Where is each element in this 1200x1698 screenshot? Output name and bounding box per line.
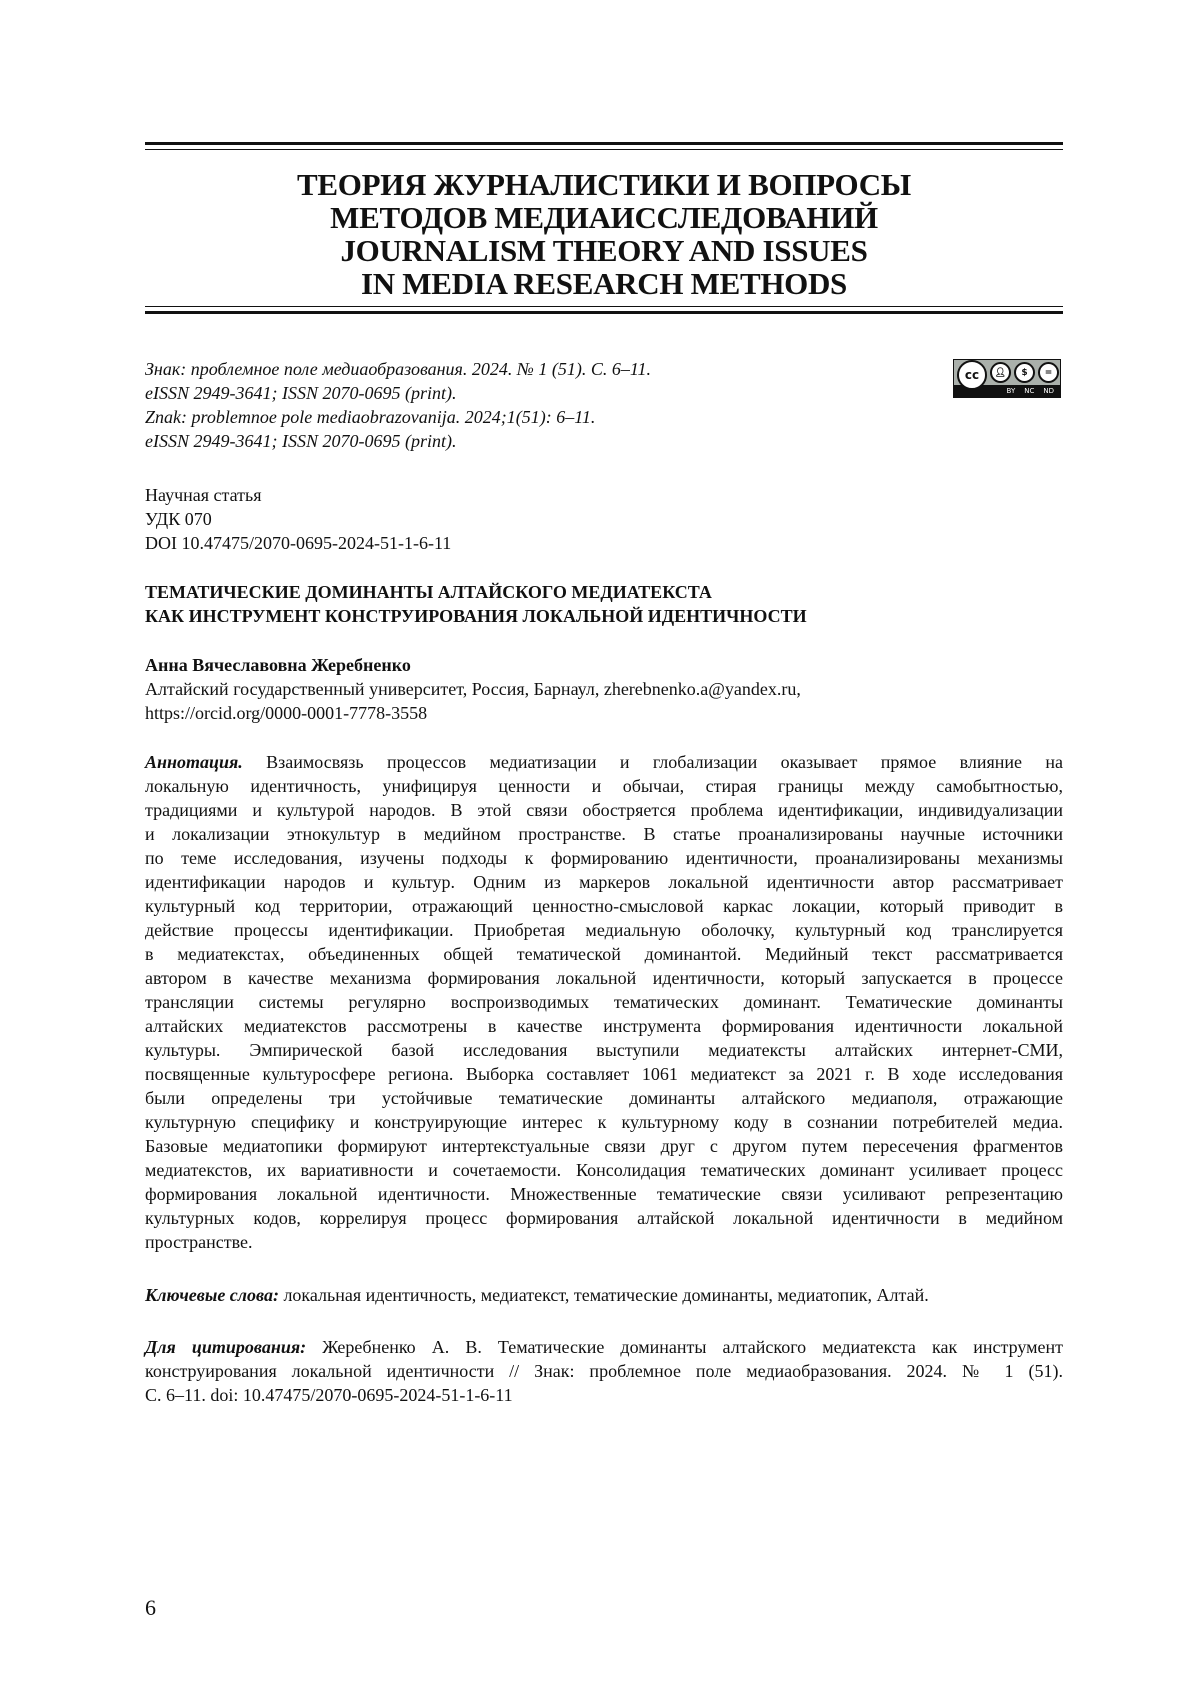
abstract-line: Базовые медиатопики формируют интертекстуальные связи друг с другом путем пересечения фрагментов: [145, 1136, 1063, 1156]
abstract-line: культуры. Эмпирической базой исследования выступили медиатексты алтайских интернет-СМИ,: [145, 1040, 1063, 1060]
journal-citation: [145, 357, 651, 453]
cc-by-nc-nd-icon[interactable]: [953, 359, 1061, 398]
author-orcid[interactable]: https://orcid.org/0000-0001-7778-3558: [145, 703, 428, 723]
cite-as-line: конструирования локальной идентичности // Знак: проблемное поле медиаобразования. 2024. № 1 (51).: [145, 1361, 1063, 1381]
author-affiliation: Алтайский государственный университет, Россия, Барнаул, zherebnenko.a@yandex.ru,: [145, 679, 801, 699]
citation-line: Знак: проблемное поле медиаобразования. 2024. № 1 (51). С. 6–11.: [145, 359, 652, 379]
author-name: Анна Вячеславовна Жеребненко: [145, 655, 411, 675]
abstract-line: действие процессы идентификации. Приобретая медиальную оболочку, культурный код транслируется: [145, 920, 1063, 940]
keywords-label: Ключевые слова:: [145, 1285, 279, 1305]
article-title-line: ТЕМАТИЧЕСКИЕ ДОМИНАНТЫ АЛТАЙСКОГО МЕДИАТЕКСТА: [145, 582, 712, 602]
section-title-line: IN MEDIA RESEARCH METHODS: [361, 266, 847, 301]
abstract-line: локальную идентичность, унифицируя ценности и обычаи, стирая границы между самобытностью,: [145, 776, 1063, 796]
abstract-line: в медиатекстах, объединенных общей тематической доминантой. Медийный текст рассматривается: [145, 944, 1063, 964]
abstract-line: традициями и культурой народов. В этой связи обостряется проблема идентификации, индивидуализации: [145, 800, 1063, 820]
keywords-line: [145, 1283, 1063, 1307]
article-title-line: КАК ИНСТРУМЕНТ КОНСТРУИРОВАНИЯ ЛОКАЛЬНОЙ ИДЕНТИЧНОСТИ: [145, 606, 807, 626]
abstract-line: пространстве.: [145, 1232, 253, 1252]
section-title-line: ТЕОРИЯ ЖУРНАЛИСТИКИ И ВОПРОСЫ: [297, 167, 911, 202]
header-rule-top: [145, 142, 1063, 150]
cite-as-line: Для цитирования: Жеребненко А. В. Тематические доминанты алтайского медиатекста как инструмент: [145, 1337, 1064, 1357]
section-title-line: JOURNALISM THEORY AND ISSUES: [340, 233, 868, 268]
citation-line: Znak: problemnoe pole mediaobrazovanija. 2024;1(51): 6–11.: [145, 407, 596, 427]
abstract-line: культурную специфику и конструирующие интерес к культурному коду в сознании потребителей медиа.: [145, 1112, 1063, 1132]
license-label-by: BY: [1006, 386, 1016, 395]
udc-code: УДК 070: [145, 509, 212, 529]
abstract-line: были определены три устойчивые тематические доминанты алтайского медиаполя, отражающие: [145, 1088, 1063, 1108]
abstract-line: алтайских медиатекстов рассмотрены в качестве инструмента формирования идентичности локальной: [145, 1016, 1063, 1036]
doi[interactable]: DOI 10.47475/2070-0695-2024-51-1-6-11: [145, 533, 452, 553]
license-label-nc: NC: [1024, 386, 1035, 395]
keywords-text: локальная идентичность, медиатекст, тематические доминанты, медиатопик, Алтай.: [283, 1285, 929, 1305]
cite-as-line: С. 6–11. doi: 10.47475/2070-0695-2024-51-1-6-11: [145, 1385, 513, 1405]
abstract-line: Аннотация. Взаимосвязь процессов медиатизации и глобализации оказывает прямое влияние на: [145, 752, 1063, 772]
section-title: [145, 168, 1063, 300]
page-number: 6: [145, 1595, 156, 1620]
abstract-label: Аннотация.: [145, 752, 243, 772]
abstract-line: посвященные культуросфере региона. Выборка составляет 1061 медиатекст за 2021 г. В ходе исследования: [145, 1064, 1063, 1084]
abstract-line: культурных кодов, коррелируя процесс формирования алтайской локальной идентичности в медийном: [145, 1208, 1063, 1228]
noncommercial-icon: $: [1014, 362, 1035, 383]
abstract-line: и локализации этнокультур в медийном пространстве. В статье проанализированы научные источники: [145, 824, 1063, 844]
abstract-line: медиатекстов, их вариативности и сочетаемости. Консолидация тематических доминант усиливает процесс: [145, 1160, 1063, 1180]
header-rule-bottom: [145, 306, 1063, 314]
author-block: [145, 653, 801, 725]
attribution-icon: 👤︎: [990, 362, 1011, 383]
abstract-line: идентификации народов и культур. Одним из маркеров локальной идентичности автор рассматривает: [145, 872, 1063, 892]
section-title-line: МЕТОДОВ МЕДИАИССЛЕДОВАНИЙ: [330, 200, 878, 235]
cite-as-label: Для цитирования:: [145, 1337, 307, 1357]
article-title: [145, 580, 807, 628]
abstract-line: формирования локальной идентичности. Множественные тематические связи усиливают репрезентацию: [145, 1184, 1063, 1204]
license-label-nd: ND: [1043, 386, 1054, 395]
abstract-line: трансляции системы регулярно воспроизводимых тематических доминант. Тематические доминанты: [145, 992, 1063, 1012]
abstract-line: по теме исследования, изучены подходы к формированию идентичности, проанализированы механизмы: [145, 848, 1063, 868]
citation-line: eISSN 2949-3641; ISSN 2070-0695 (print).: [145, 383, 457, 403]
citation-line: eISSN 2949-3641; ISSN 2070-0695 (print).: [145, 431, 457, 451]
cc-logo-icon: cc: [957, 360, 987, 390]
abstract-line: культурный код территории, отражающий ценностно-смысловой каркас локации, который приводит в: [145, 896, 1063, 916]
article-meta: [145, 483, 451, 555]
article-type: Научная статья: [145, 485, 262, 505]
abstract-line: автором в качестве механизма формирования локальной идентичности, который запускается в процессе: [145, 968, 1063, 988]
noderivatives-icon: =: [1038, 362, 1059, 383]
